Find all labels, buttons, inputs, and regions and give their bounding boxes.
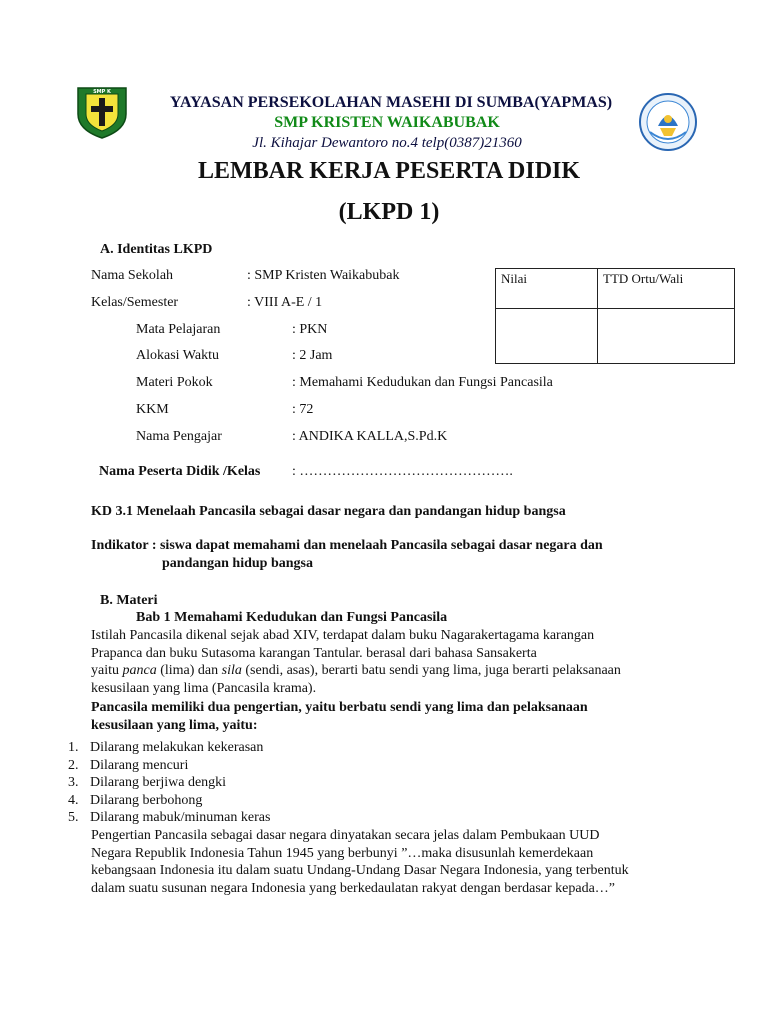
- larangan-list: [68, 739, 270, 827]
- list-item: [68, 739, 270, 757]
- logo-left-text: SMP K: [93, 89, 111, 95]
- list-number: 2.: [68, 757, 79, 773]
- parent-signature-cell[interactable]: [598, 309, 735, 364]
- list-text: Dilarang melakukan kekerasan: [90, 740, 264, 755]
- p1-line-2: Prapanca dan buku Sutasoma karangan Tantular. berasal dari bahasa Sansakerta: [91, 645, 537, 661]
- label-nama-peserta-didik: Nama Peserta Didik /Kelas: [99, 464, 261, 479]
- p2-line-3: kebangsaan Indonesia itu dalam suatu Undang-Undang Dasar Negara Indonesia, yang terbentuk: [91, 863, 629, 879]
- value-kkm: : 72: [292, 402, 314, 417]
- p2-line-2: Negara Republik Indonesia Tahun 1945 yang berbunyi ”…maka disusunlah kemerdekaan: [91, 845, 594, 861]
- value-alokasi-waktu: : 2 Jam: [292, 348, 333, 363]
- p2-line-4: dalam suatu susunan negara Indonesia yang berkedaulatan rakyat dengan berdasar kepada…”: [91, 880, 616, 896]
- page-title: LEMBAR KERJA PESERTA DIDIK: [197, 158, 581, 184]
- p2-line-1: Pengertian Pancasila sebagai dasar negara dinyatakan secara jelas dalam Pembukaan UUD: [91, 828, 600, 843]
- list-number: 3.: [68, 775, 79, 791]
- label-kkm: KKM: [136, 402, 169, 417]
- list-text: Dilarang mabuk/minuman keras: [90, 810, 271, 826]
- label-alokasi-waktu: Alokasi Waktu: [136, 348, 219, 363]
- label-nama-pengajar: Nama Pengajar: [136, 429, 222, 444]
- page-subtitle: (LKPD 1): [338, 199, 440, 225]
- indikator-line-2: pandangan hidup bangsa: [162, 556, 313, 571]
- label-kelas-semester: Kelas/Semester: [91, 295, 179, 310]
- score-signature-table: [495, 268, 735, 364]
- materi-bold-statement: [91, 699, 588, 734]
- label-materi-pokok: Materi Pokok: [136, 375, 213, 390]
- parent-signature-header: TTD Ortu/Wali: [598, 269, 735, 309]
- value-mata-pelajaran: : PKN: [292, 322, 328, 337]
- value-materi-pokok: : Memahami Kedudukan dan Fungsi Pancasila: [292, 375, 553, 390]
- list-text: Dilarang berbohong: [90, 792, 203, 808]
- score-cell[interactable]: [496, 309, 598, 364]
- p1-line-3-c: (sendi, asas), berarti batu sendi yang lima, juga berarti pelaksanaan: [241, 663, 621, 679]
- p1-line-4: kesusilaan yang lima (Pancasila krama).: [91, 680, 317, 696]
- list-text: Dilarang mencuri: [90, 757, 189, 773]
- foundation-name: YAYASAN PERSEKOLAHAN MASEHI DI SUMBA(YAPMAS): [169, 94, 613, 111]
- p1-line-3-b: (lima) dan: [156, 663, 222, 679]
- list-item: [68, 792, 270, 810]
- label-mata-pelajaran: Mata Pelajaran: [136, 322, 221, 337]
- term-panca: panca: [122, 663, 157, 679]
- p1-line-1: Istilah Pancasila dikenal sejak abad XIV, terdapat dalam buku Nagarakertagama karangan: [91, 628, 595, 643]
- label-nama-sekolah: Nama Sekolah: [91, 268, 174, 283]
- term-sila: sila: [221, 663, 242, 679]
- list-number: 4.: [68, 792, 79, 808]
- materi-paragraph-2: [91, 827, 629, 897]
- list-number: 1.: [68, 740, 79, 755]
- indikator-line-1: Indikator : siswa dapat memahami dan menelaah Pancasila sebagai dasar negara dan: [91, 538, 603, 553]
- list-item: [68, 774, 270, 792]
- materi-subheading: Bab 1 Memahami Kedudukan dan Fungsi Pancasila: [136, 610, 448, 625]
- value-kelas-semester: : VIII A-E / 1: [247, 295, 323, 310]
- kd-statement: KD 3.1 Menelaah Pancasila sebagai dasar negara dan pandangan hidup bangsa: [91, 504, 566, 519]
- list-number: 5.: [68, 810, 79, 826]
- p1-line-3-a: yaitu: [91, 663, 123, 679]
- score-header: Nilai: [496, 269, 598, 309]
- list-item: [68, 757, 270, 775]
- value-nama-pengajar: : ANDIKA KALLA,S.Pd.K: [292, 429, 448, 444]
- list-text: Dilarang berjiwa dengki: [90, 775, 227, 791]
- materi-paragraph-1: [91, 627, 621, 697]
- bold-line-2: kesusilaan yang lima, yaitu:: [91, 717, 258, 733]
- school-address: Jl. Kihajar Dewantoro no.4 telp(0387)21360: [252, 135, 522, 151]
- value-nama-sekolah: : SMP Kristen Waikabubak: [247, 268, 400, 283]
- student-name-field[interactable]: : ……………………………………….: [292, 464, 513, 479]
- p1-line-3: [91, 662, 621, 680]
- school-name: SMP KRISTEN WAIKABUBAK: [274, 114, 500, 131]
- section-a-heading: A. Identitas LKPD: [100, 242, 213, 257]
- section-b-heading: B. Materi: [100, 593, 158, 608]
- list-item: [68, 809, 270, 827]
- bold-line-1: Pancasila memiliki dua pengertian, yaitu berbatu sendi yang lima dan pelaksanaan: [91, 700, 588, 715]
